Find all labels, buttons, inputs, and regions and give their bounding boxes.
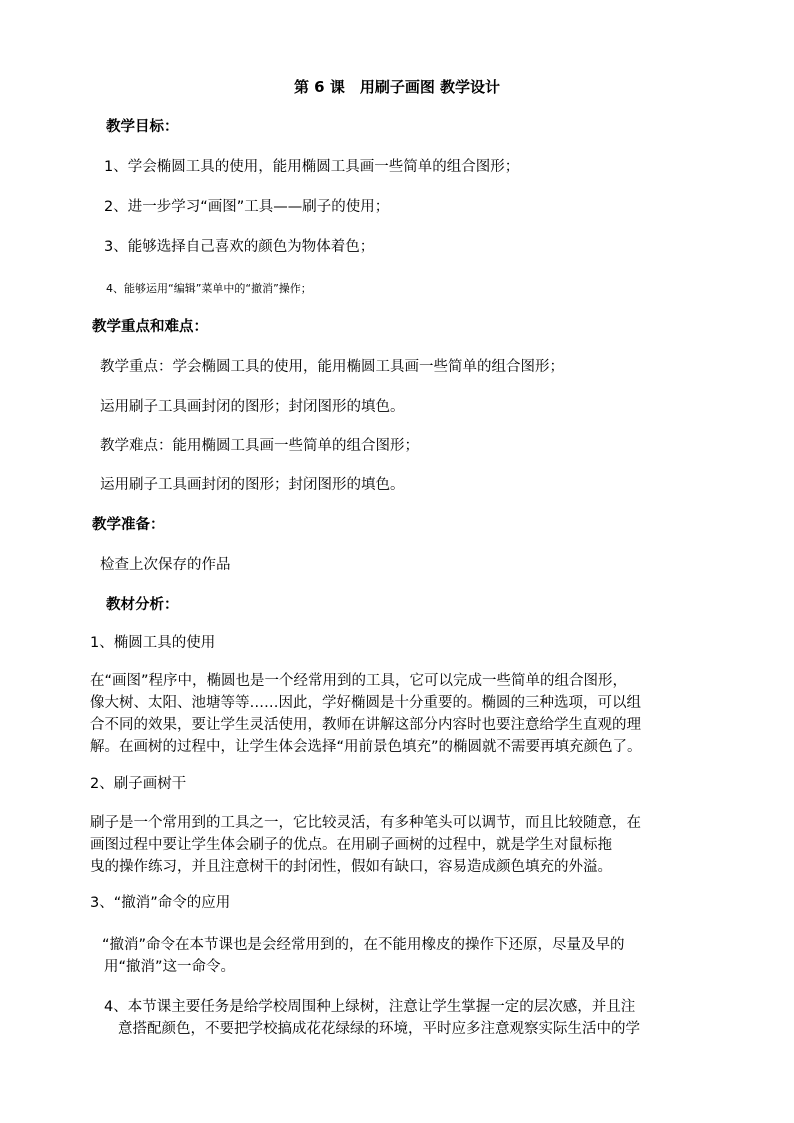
section3-heading: 3、“撤消”命令的应用 — [90, 895, 231, 911]
section1-line: 在“画图”程序中，椭圆也是一个经常用到的工具，它可以完成一些简单的组合图形， — [90, 673, 628, 689]
section3-line: “撤消”命令在本节课也是会经常用到的，在不能用橡皮的操作下还原，尽量及早的 — [102, 937, 625, 953]
section2-line: 画图过程中要让学生体会刷子的优点。在用刷子画树的过程中，就是学生对鼠标拖 — [90, 837, 612, 853]
section4-line: 4、本节课主要任务是给学校周围种上绿树，注意让学生掌握一定的层次感，并且注 — [104, 999, 636, 1015]
key-point-item: 教学重点：学会椭圆工具的使用，能用椭圆工具画一些简单的组合图形； — [100, 359, 564, 375]
objective-item: 4、能够运用“编辑”菜单中的“撤消”操作； — [106, 282, 312, 295]
section4-paragraph — [104, 996, 734, 1040]
preparation-heading: 教学准备： — [92, 517, 165, 533]
section1-line: 合不同的效果，要让学生灵活使用，教师在讲解这部分内容时也要注意给学生直观的理 — [90, 717, 641, 733]
page-title: 第 6 课 用刷子画图 教学设计 — [293, 78, 501, 96]
section1-line: 像大树、太阳、池塘等等……因此，学好椭圆是十分重要的。椭圆的三种选项，可以组 — [90, 695, 641, 711]
section3-line: 用“撤消”这一命令。 — [104, 959, 236, 975]
section2-line: 刷子是一个常用到的工具之一，它比较灵活，有多种笔头可以调节，而且比较随意，在 — [90, 815, 641, 831]
section2-paragraph — [90, 812, 720, 878]
key-point-item: 运用刷子工具画封闭的图形；封闭图形的填色。 — [100, 399, 405, 415]
key-point-item: 运用刷子工具画封闭的图形；封闭图形的填色。 — [100, 477, 405, 493]
objective-item: 2、进一步学习“画图”工具——刷子的使用； — [104, 199, 390, 215]
section1-line: 解。在画树的过程中，让学生体会选择“用前景色填充”的椭圆就不需要再填充颜色了。 — [90, 739, 642, 755]
objectives-heading: 教学目标： — [106, 119, 179, 135]
section2-line: 曳的操作练习，并且注意树干的封闭性，假如有缺口，容易造成颜色填充的外溢。 — [90, 859, 612, 875]
section2-heading: 2、刷子画树干 — [90, 776, 187, 792]
objective-item: 3、能够选择自己喜欢的颜色为物体着色； — [104, 239, 375, 255]
objective-item: 1、学会椭圆工具的使用，能用椭圆工具画一些简单的组合图形； — [104, 159, 520, 175]
section1-paragraph — [90, 670, 720, 758]
section3-paragraph — [102, 934, 732, 978]
analysis-heading: 教材分析： — [106, 597, 179, 613]
key-point-item: 教学难点：能用椭圆工具画一些简单的组合图形； — [100, 438, 419, 454]
section1-heading: 1、椭圆工具的使用 — [90, 635, 216, 651]
section4-line: 意搭配颜色，不要把学校搞成花花绿绿的环境，平时应多注意观察实际生活中的学 — [118, 1021, 640, 1037]
preparation-text: 检查上次保存的作品 — [100, 557, 231, 573]
key-points-heading: 教学重点和难点： — [92, 319, 208, 335]
